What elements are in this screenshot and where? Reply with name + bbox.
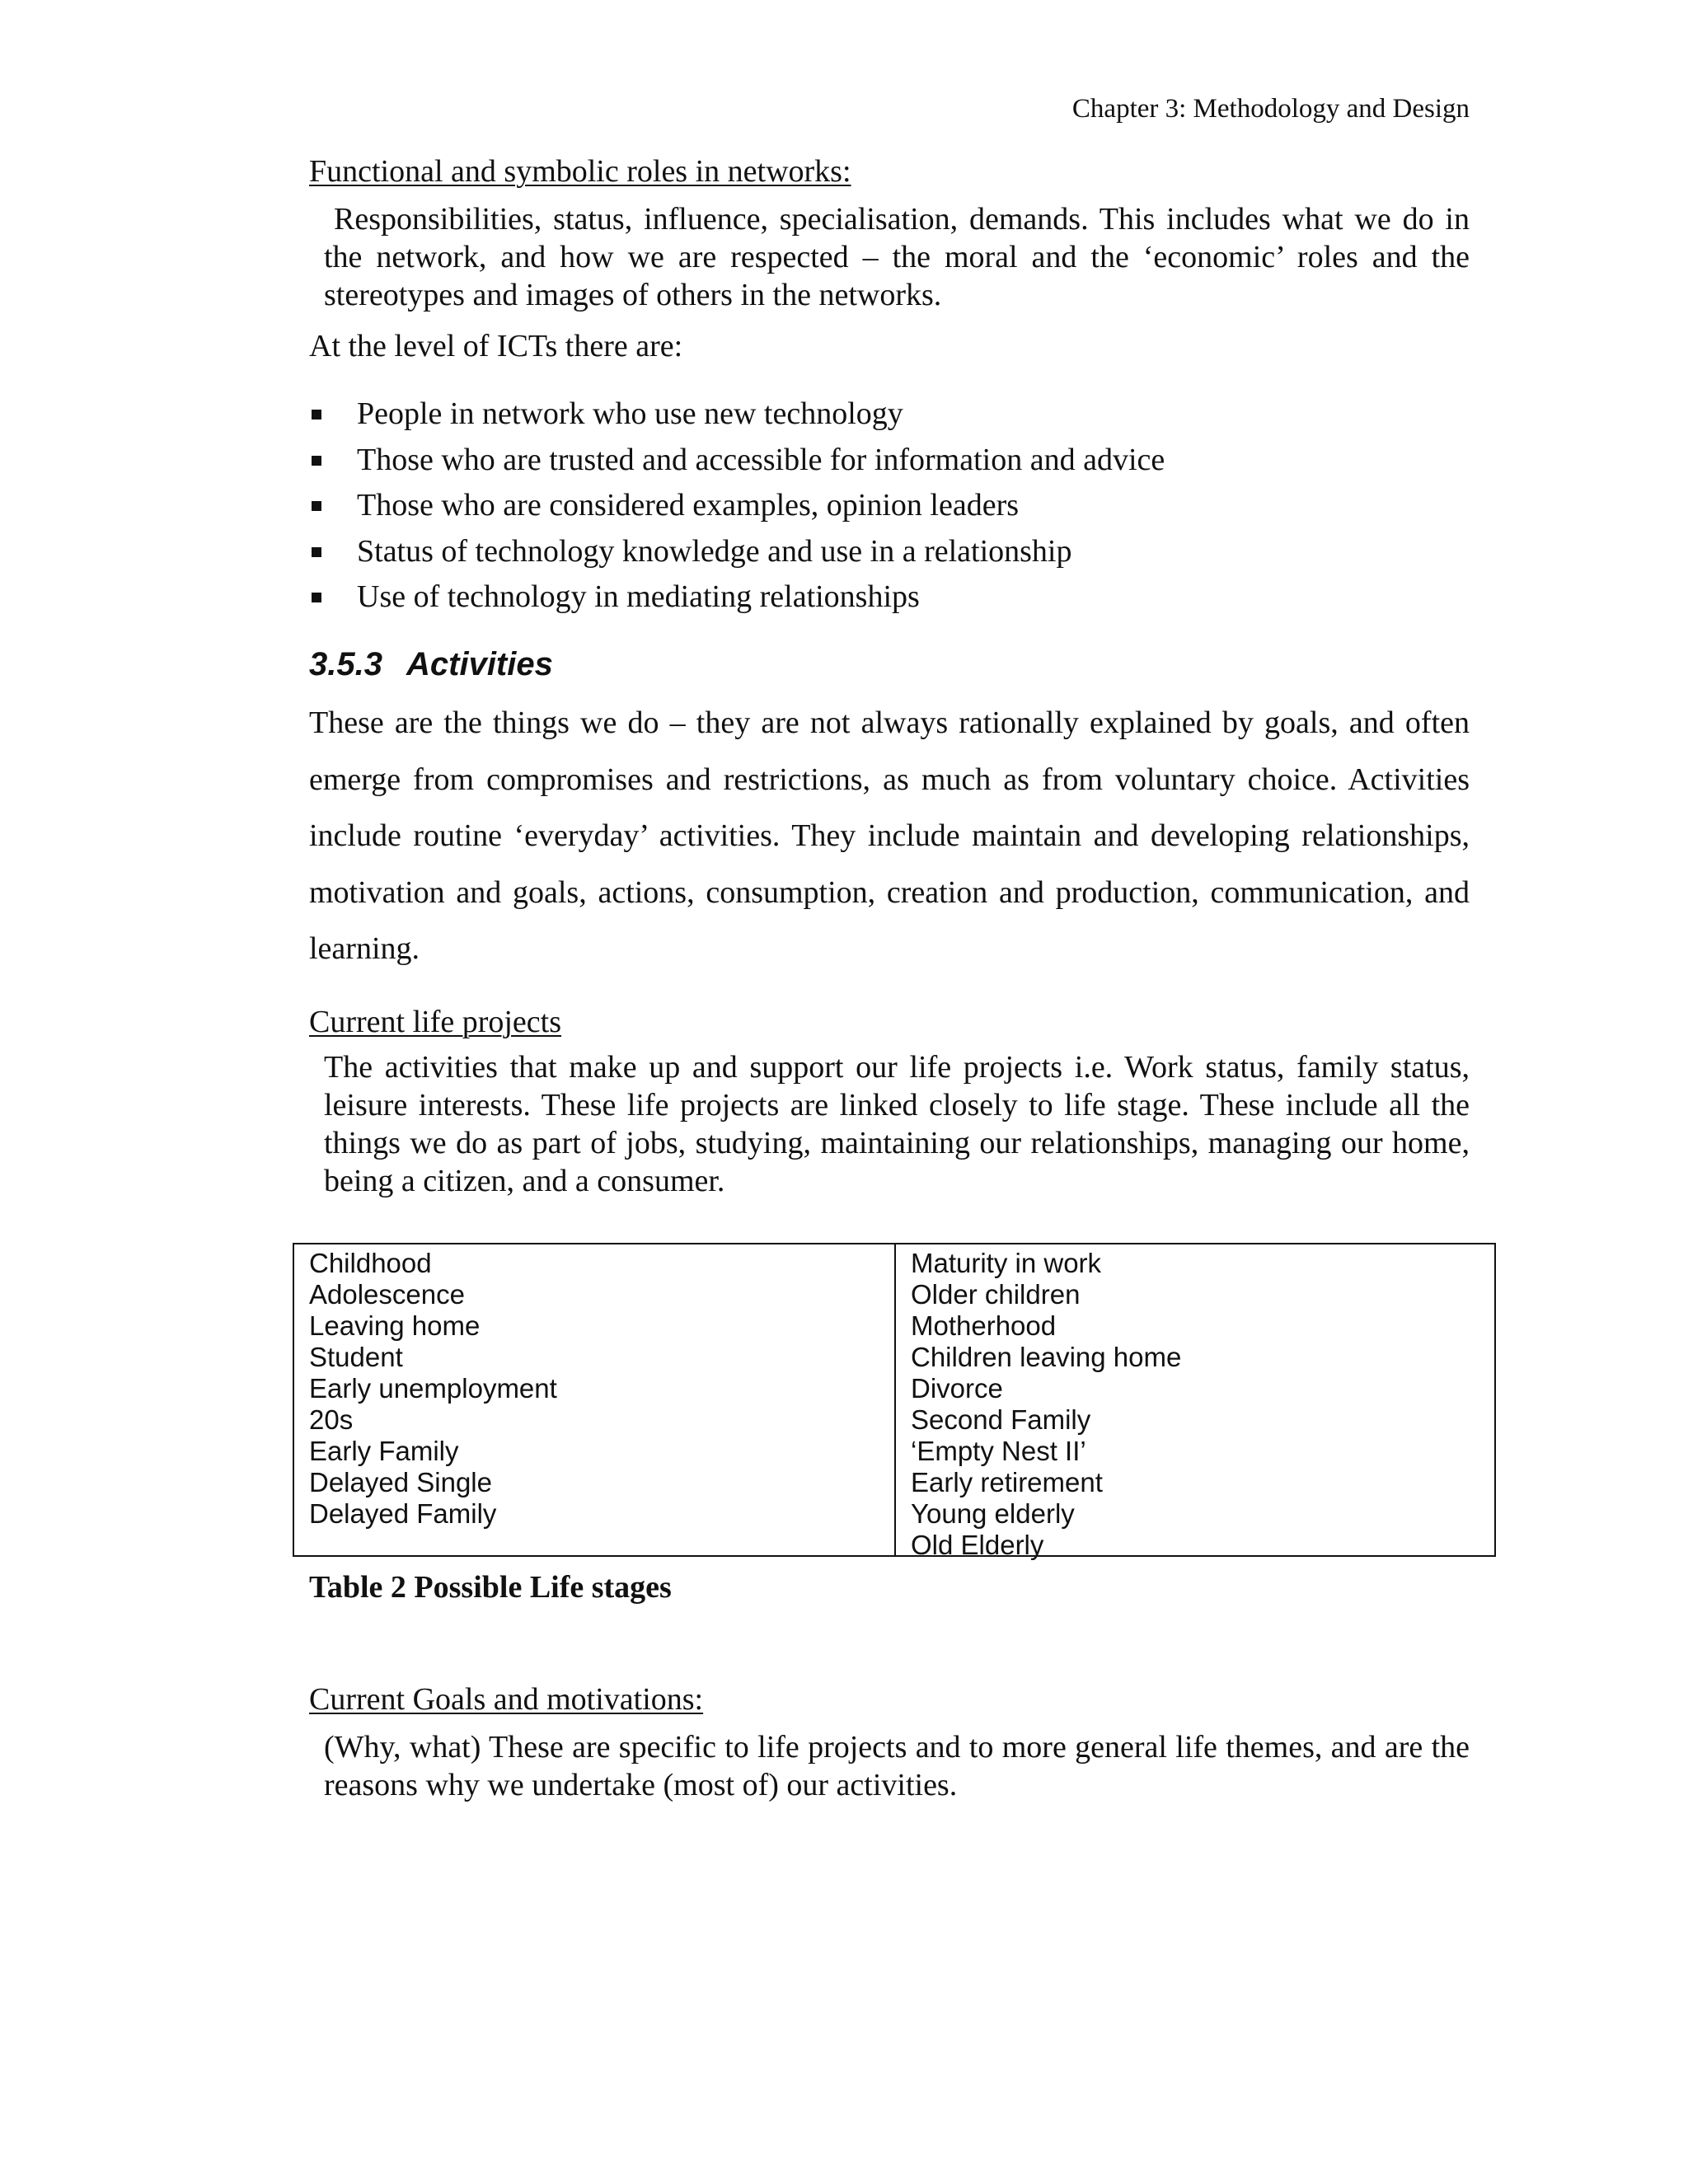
goals-heading: Current Goals and motivations: <box>309 1682 704 1717</box>
life-stages-table <box>293 1243 1496 1560</box>
table-cell: Leaving home <box>309 1310 481 1341</box>
table-cell: Young elderly <box>911 1498 1075 1529</box>
roles-heading: Functional and symbolic roles in networks: <box>309 154 851 189</box>
activities-paragraph: These are the things we do – they are not always rationally explained by goals, and often emerge from compromises and restrictions, as much as from voluntary choice. Activities include routine ‘everyday’ activities. They include maintain and developing relationships, motivation and goals, actions, consumption, creation and production, communication, and learning. <box>309 705 1470 966</box>
table-cell: Second Family <box>911 1404 1091 1435</box>
roles-paragraph: Responsibilities, status, influence, specialisation, demands. This includes what we do in the network, and how we are respected – the moral and the ‘economic’ roles and the stereotypes and images of others in the networks. <box>324 202 1470 312</box>
table-cell: Delayed Family <box>309 1498 497 1529</box>
square-bullet-icon <box>312 501 321 511</box>
square-bullet-icon <box>312 456 321 466</box>
table-cell: Early unemployment <box>309 1373 557 1404</box>
square-bullet-icon <box>312 410 321 419</box>
table-cell: Delayed Single <box>309 1467 492 1497</box>
table-caption: Table 2 Possible Life stages <box>309 1570 672 1605</box>
table-cell: Early Family <box>309 1436 459 1466</box>
list-item: Those who are considered examples, opinion leaders <box>309 483 1165 529</box>
table-cell: Motherhood <box>911 1310 1057 1341</box>
square-bullet-icon <box>312 547 321 557</box>
life-projects-paragraph: The activities that make up and support our life projects i.e. Work status, family status, leisure interests. These life projects are linked closely to life stage. These include all the things we do as part of jobs, studying, maintaining our relationships, managing our home, being a citizen, and a consumer. <box>324 1050 1470 1198</box>
table-cell: Divorce <box>911 1373 1003 1404</box>
table-cell: Adolescence <box>309 1279 465 1310</box>
table-cell: Early retirement <box>911 1467 1103 1497</box>
section-title: Activities <box>406 646 553 682</box>
table-cell: Childhood <box>309 1248 432 1278</box>
section-number: 3.5.3 <box>309 646 382 682</box>
goals-paragraph: (Why, what) These are specific to life projects and to more general life themes, and are the reasons why we undertake (most of) our activities. <box>324 1730 1470 1802</box>
list-item: Status of technology knowledge and use in a relationship <box>309 529 1165 575</box>
table-cell: 20s <box>309 1404 354 1435</box>
square-bullet-icon <box>312 593 321 602</box>
ict-intro: At the level of ICTs there are: <box>309 329 683 363</box>
life-stages-right-column <box>894 1244 1494 1560</box>
running-head: Chapter 3: Methodology and Design <box>1071 94 1470 124</box>
section-heading-activities <box>309 646 553 683</box>
table-cell: Student <box>309 1342 403 1372</box>
table-cell: Children leaving home <box>911 1342 1182 1372</box>
life-projects-heading: Current life projects <box>309 1005 562 1039</box>
list-item: Use of technology in mediating relationships <box>309 574 1165 621</box>
list-item: People in network who use new technology <box>309 391 1165 438</box>
table-cell: Old Elderly <box>911 1530 1044 1560</box>
table-cell: Older children <box>911 1279 1081 1310</box>
list-item: Those who are trusted and accessible for information and advice <box>309 438 1165 484</box>
ict-bullet-list <box>309 391 1165 621</box>
table-cell: ‘Empty Nest II’ <box>911 1436 1086 1466</box>
table-cell: Maturity in work <box>911 1248 1102 1278</box>
life-stages-left-column <box>294 1244 894 1555</box>
